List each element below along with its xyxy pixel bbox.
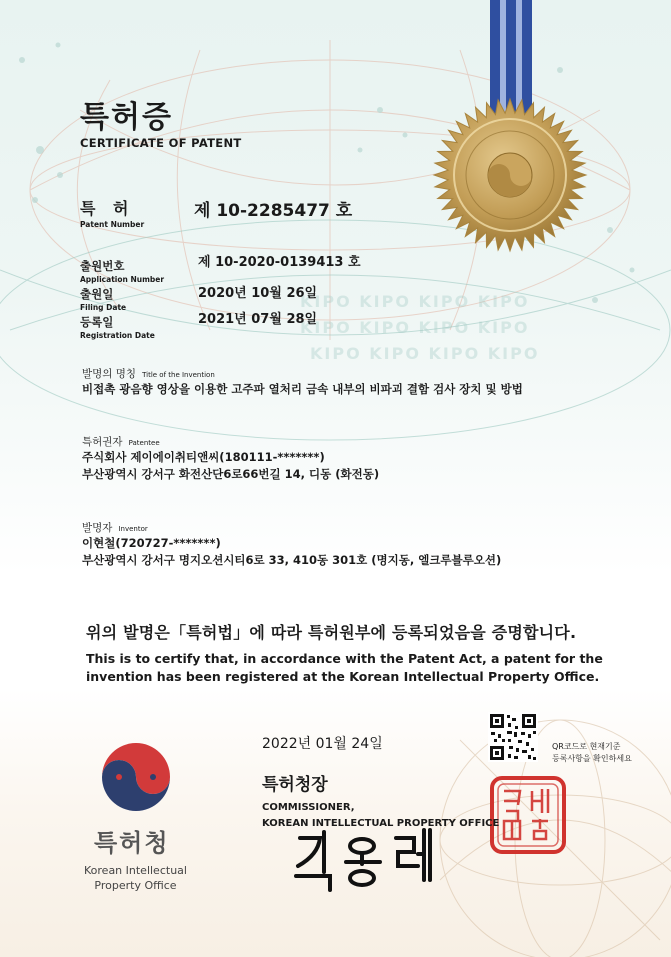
kipo-logo-icon [102,743,170,811]
filing-date-label-kr: 출원일 [80,287,114,301]
red-seal-icon [492,778,564,852]
application-number-value: 제 10-2020-0139413 호 [198,255,361,270]
registration-date-value: 2021년 07월 28일 [198,312,318,327]
filing-date-label-en: Filing Date [80,303,127,312]
patentee-label-kr: 특허권자 [82,436,123,448]
watermark-text: KIPO KIPO KIPO KIPO [300,292,530,311]
inventor-address: 부산광역시 강서구 명지오션시티6로 33, 410동 301호 (명지동, 엘크루블루오션) [82,553,502,567]
inventor-name: 이현철(720727-*******) [82,536,221,550]
certification-statement-en-line1: This is to certify that, in accordance with the Patent Act, a patent for the [86,651,603,666]
commissioner-title-en-line2: KOREAN INTELLECTUAL PROPERTY OFFICE [262,818,500,829]
signature-icon [296,830,430,890]
patent-number-label-kr: 특 허 [80,199,135,218]
office-name-en [84,863,187,893]
qr-code [488,712,538,762]
certification-statement-kr: 위의 발명은「특허법」에 따라 특허원부에 등록되었음을 증명합니다. [86,623,577,642]
invention-title-label-en: Title of the Invention [142,371,215,379]
patentee-address: 부산광역시 강서구 화전산단6로66번길 14, 디동 (화전동) [82,467,380,481]
certificate-title-en: CERTIFICATE OF PATENT [80,136,242,150]
issue-date: 2022년 01월 24일 [262,736,383,752]
commissioner-title-en-line1: COMMISSIONER, [262,802,355,813]
watermark-text: KIPO KIPO KIPO KIPO [310,344,540,363]
commissioner-title-kr: 특허청장 [262,775,328,795]
office-name-en-line1: Korean Intellectual [84,864,187,877]
invention-title-label [82,366,215,381]
certification-statement-en-line2: invention has been registered at the Korean Intellectual Property Office. [86,669,600,684]
registration-date-label-en: Registration Date [80,331,155,340]
filing-date-value: 2020년 10월 26일 [198,286,318,301]
application-number-label-kr: 출원번호 [80,259,125,273]
patent-number-value: 제 10-2285477 호 [194,201,353,221]
watermark-text: KIPO KIPO KIPO KIPO [300,318,530,337]
invention-title-label-kr: 발명의 명칭 [82,368,137,380]
patent-number-label [80,196,144,229]
qr-note [552,741,632,765]
application-number-label [80,258,164,284]
inventor-label-en: Inventor [118,525,148,533]
registration-date-label [80,314,155,340]
qr-note-line2: 등록사항을 확인하세요 [552,754,632,763]
office-name-en-line2: Property Office [94,879,177,892]
registration-date-label-kr: 등록일 [80,315,114,329]
office-name-kr: 특허청 [94,829,170,857]
commissioner-title-en [262,800,499,832]
inventor-label-kr: 발명자 [82,522,113,534]
gold-seal-icon [434,99,586,251]
application-number-label-en: Application Number [80,275,165,284]
qr-note-line1: QR코드로 현재기준 [552,742,621,751]
patentee-label-en: Patentee [128,439,160,447]
patentee-name: 주식회사 제이에이취티앤씨(180111-*******) [82,450,325,464]
patent-number-label-en: Patent Number [80,220,145,229]
certificate-title-kr: 특허증 [80,100,173,135]
filing-date-label [80,286,126,312]
invention-title: 비접촉 광음향 영상을 이용한 고주파 열처리 금속 내부의 비파괴 결함 검사 장치 및 방법 [82,382,523,396]
patentee-label [82,434,160,449]
inventor-label [82,520,148,535]
certification-statement-en [86,650,603,686]
